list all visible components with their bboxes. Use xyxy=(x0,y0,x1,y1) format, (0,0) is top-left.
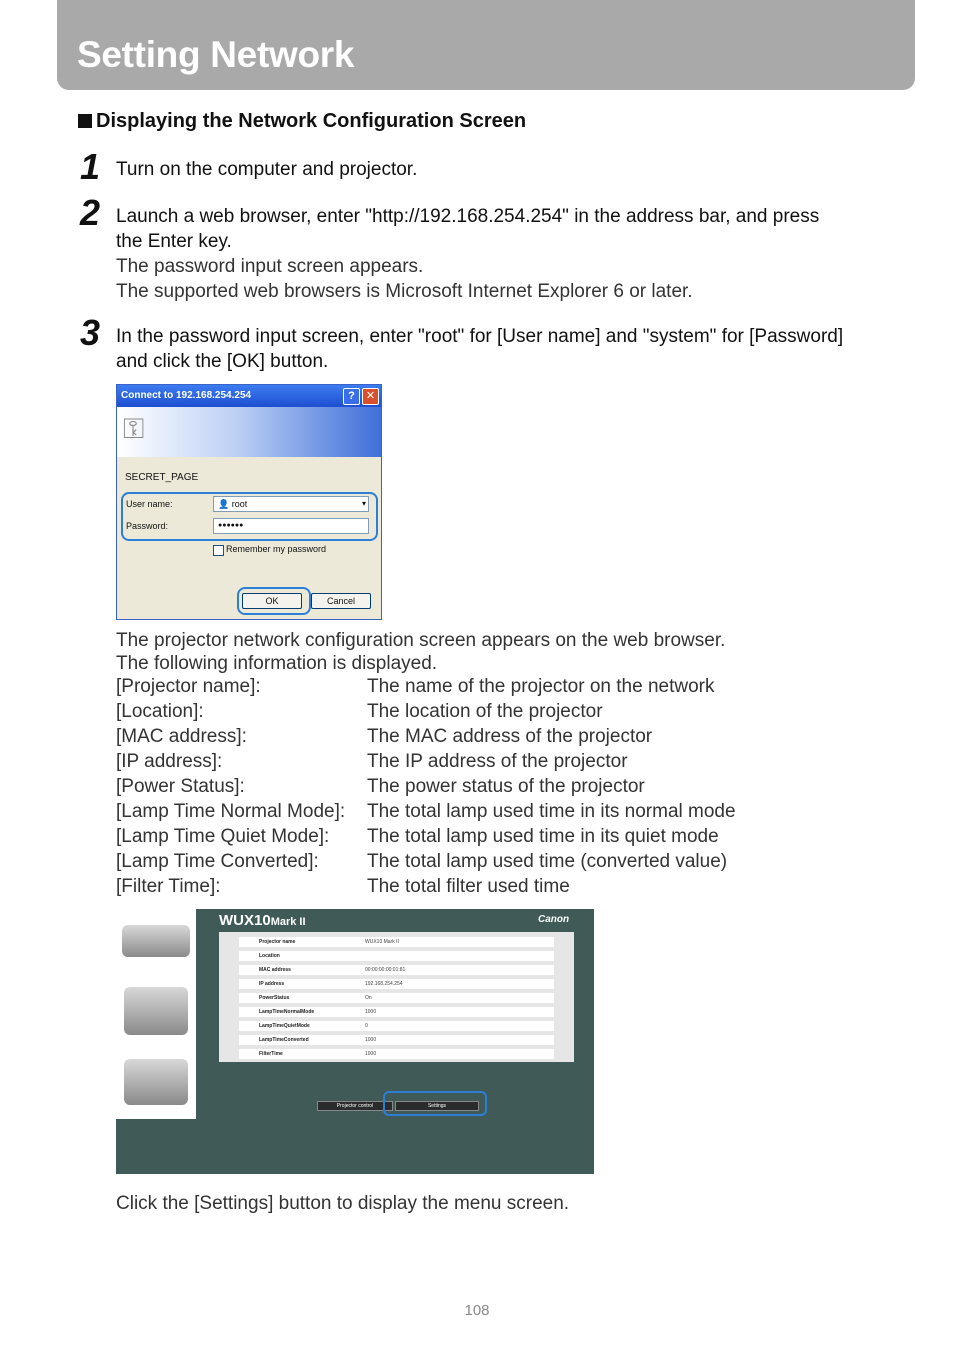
row-value: 0 xyxy=(365,1023,368,1029)
projector-image-column xyxy=(116,909,196,1119)
section-heading-text: Displaying the Network Configuration Screen xyxy=(96,110,527,132)
info-key: [Lamp Time Converted]: xyxy=(116,851,319,872)
info-panel xyxy=(219,932,574,1062)
cancel-button[interactable]: Cancel xyxy=(311,593,371,609)
projector-control-button[interactable]: Projector control xyxy=(317,1101,393,1111)
section-heading xyxy=(78,110,526,133)
info-desc: The location of the projector xyxy=(367,701,603,722)
row-label: LampTimeNormalMode xyxy=(259,1009,315,1015)
page-number: 108 xyxy=(464,1302,490,1319)
chevron-down-icon[interactable]: ▾ xyxy=(361,499,366,508)
help-icon[interactable]: ? xyxy=(343,388,360,405)
step-1-text: Turn on the computer and projector. xyxy=(116,159,418,180)
projector-image xyxy=(122,925,190,957)
projector-image xyxy=(124,1059,188,1105)
remember-checkbox[interactable] xyxy=(213,545,224,556)
model-name xyxy=(219,912,306,929)
info-desc: The MAC address of the projector xyxy=(367,726,653,747)
keys-icon: ⚿ xyxy=(123,413,145,444)
row-value: 1000 xyxy=(365,1009,377,1015)
step-3-text-line2: and click the [OK] button. xyxy=(116,351,329,372)
info-desc: The power status of the projector xyxy=(367,776,645,797)
info-key: [Lamp Time Quiet Mode]: xyxy=(116,826,330,847)
login-dialog-screenshot xyxy=(116,384,382,620)
info-key: [Power Status]: xyxy=(116,776,245,797)
step-2-number: 2 xyxy=(80,192,101,233)
row-value: 1000 xyxy=(365,1037,377,1043)
password-field[interactable]: ●●●●●● xyxy=(213,518,369,534)
step-2-text-line2: the Enter key. xyxy=(116,231,232,252)
table-row xyxy=(239,951,554,961)
step-1-number: 1 xyxy=(80,146,101,187)
step-3-number: 3 xyxy=(80,312,101,353)
user-name-field[interactable] xyxy=(213,496,369,512)
info-key: [Lamp Time Normal Mode]: xyxy=(116,801,346,822)
dialog-realm: SECRET_PAGE xyxy=(125,472,199,483)
row-value: WUX10 Mark II xyxy=(365,939,399,945)
user-name-label: User name: xyxy=(126,499,173,509)
row-label: FilterTime xyxy=(259,1051,283,1057)
row-value: On xyxy=(365,995,372,1001)
info-key: [IP address]: xyxy=(116,751,223,772)
info-key: [Filter Time]: xyxy=(116,876,221,897)
dialog-title: Connect to 192.168.254.254 xyxy=(121,390,252,401)
brand-logo: Canon xyxy=(538,914,570,925)
settings-button[interactable]: Settings xyxy=(395,1101,479,1111)
settings-highlight xyxy=(383,1091,487,1116)
row-value: 1000 xyxy=(365,1051,377,1057)
row-label: LampTimeConverted xyxy=(259,1037,309,1043)
model-suffix: Mark II xyxy=(270,916,306,928)
info-intro-2: The following information is displayed. xyxy=(116,653,438,674)
row-value: 192.168.254.254 xyxy=(365,981,403,987)
row-label: LampTimeQuietMode xyxy=(259,1023,310,1029)
row-label: MAC address xyxy=(259,967,291,973)
row-label: Location xyxy=(259,953,280,959)
info-desc: The IP address of the projector xyxy=(367,751,628,772)
user-icon: 👤 xyxy=(218,499,232,509)
web-config-screenshot xyxy=(116,909,594,1174)
row-label: PowerStatus xyxy=(259,995,290,1001)
page-title: Setting Network xyxy=(77,34,355,75)
step-2-text-line1: Launch a web browser, enter "http://192.168.254.254" in the address bar, and press xyxy=(116,206,820,227)
row-value: 00:00:00:00:01:81 xyxy=(365,967,406,973)
step-3-text-line1: In the password input screen, enter "root" for [User name] and "system" for [Password] xyxy=(116,326,844,347)
user-name-value: root xyxy=(231,499,248,509)
info-key: [Location]: xyxy=(116,701,204,722)
row-label: IP address xyxy=(259,981,285,987)
table-row xyxy=(239,1049,554,1059)
square-bullet-icon xyxy=(78,114,92,128)
info-desc: The name of the projector on the network xyxy=(367,676,715,697)
close-icon[interactable]: ✕ xyxy=(362,388,379,405)
info-intro-1: The projector network configuration screen appears on the web browser. xyxy=(116,630,726,651)
dialog-banner xyxy=(117,407,381,457)
step-2-sub1: The password input screen appears. xyxy=(116,256,424,277)
footer-note: Click the [Settings] button to display the menu screen. xyxy=(116,1193,570,1214)
step-2-sub2: The supported web browsers is Microsoft Internet Explorer 6 or later. xyxy=(116,281,693,302)
info-desc: The total lamp used time in its normal mode xyxy=(367,801,736,822)
model-text: WUX10 xyxy=(219,912,271,929)
info-key: [MAC address]: xyxy=(116,726,247,747)
row-label: Projector name xyxy=(259,939,296,945)
info-desc: The total lamp used time in its quiet mode xyxy=(367,826,719,847)
password-label: Password: xyxy=(126,521,169,531)
dialog-titlebar xyxy=(117,385,381,407)
remember-label: Remember my password xyxy=(226,544,327,554)
info-desc: The total filter used time xyxy=(367,876,570,897)
ok-button[interactable]: OK xyxy=(242,593,302,609)
info-key: [Projector name]: xyxy=(116,676,261,697)
info-desc: The total lamp used time (converted value) xyxy=(367,851,728,872)
projector-image xyxy=(124,987,188,1035)
